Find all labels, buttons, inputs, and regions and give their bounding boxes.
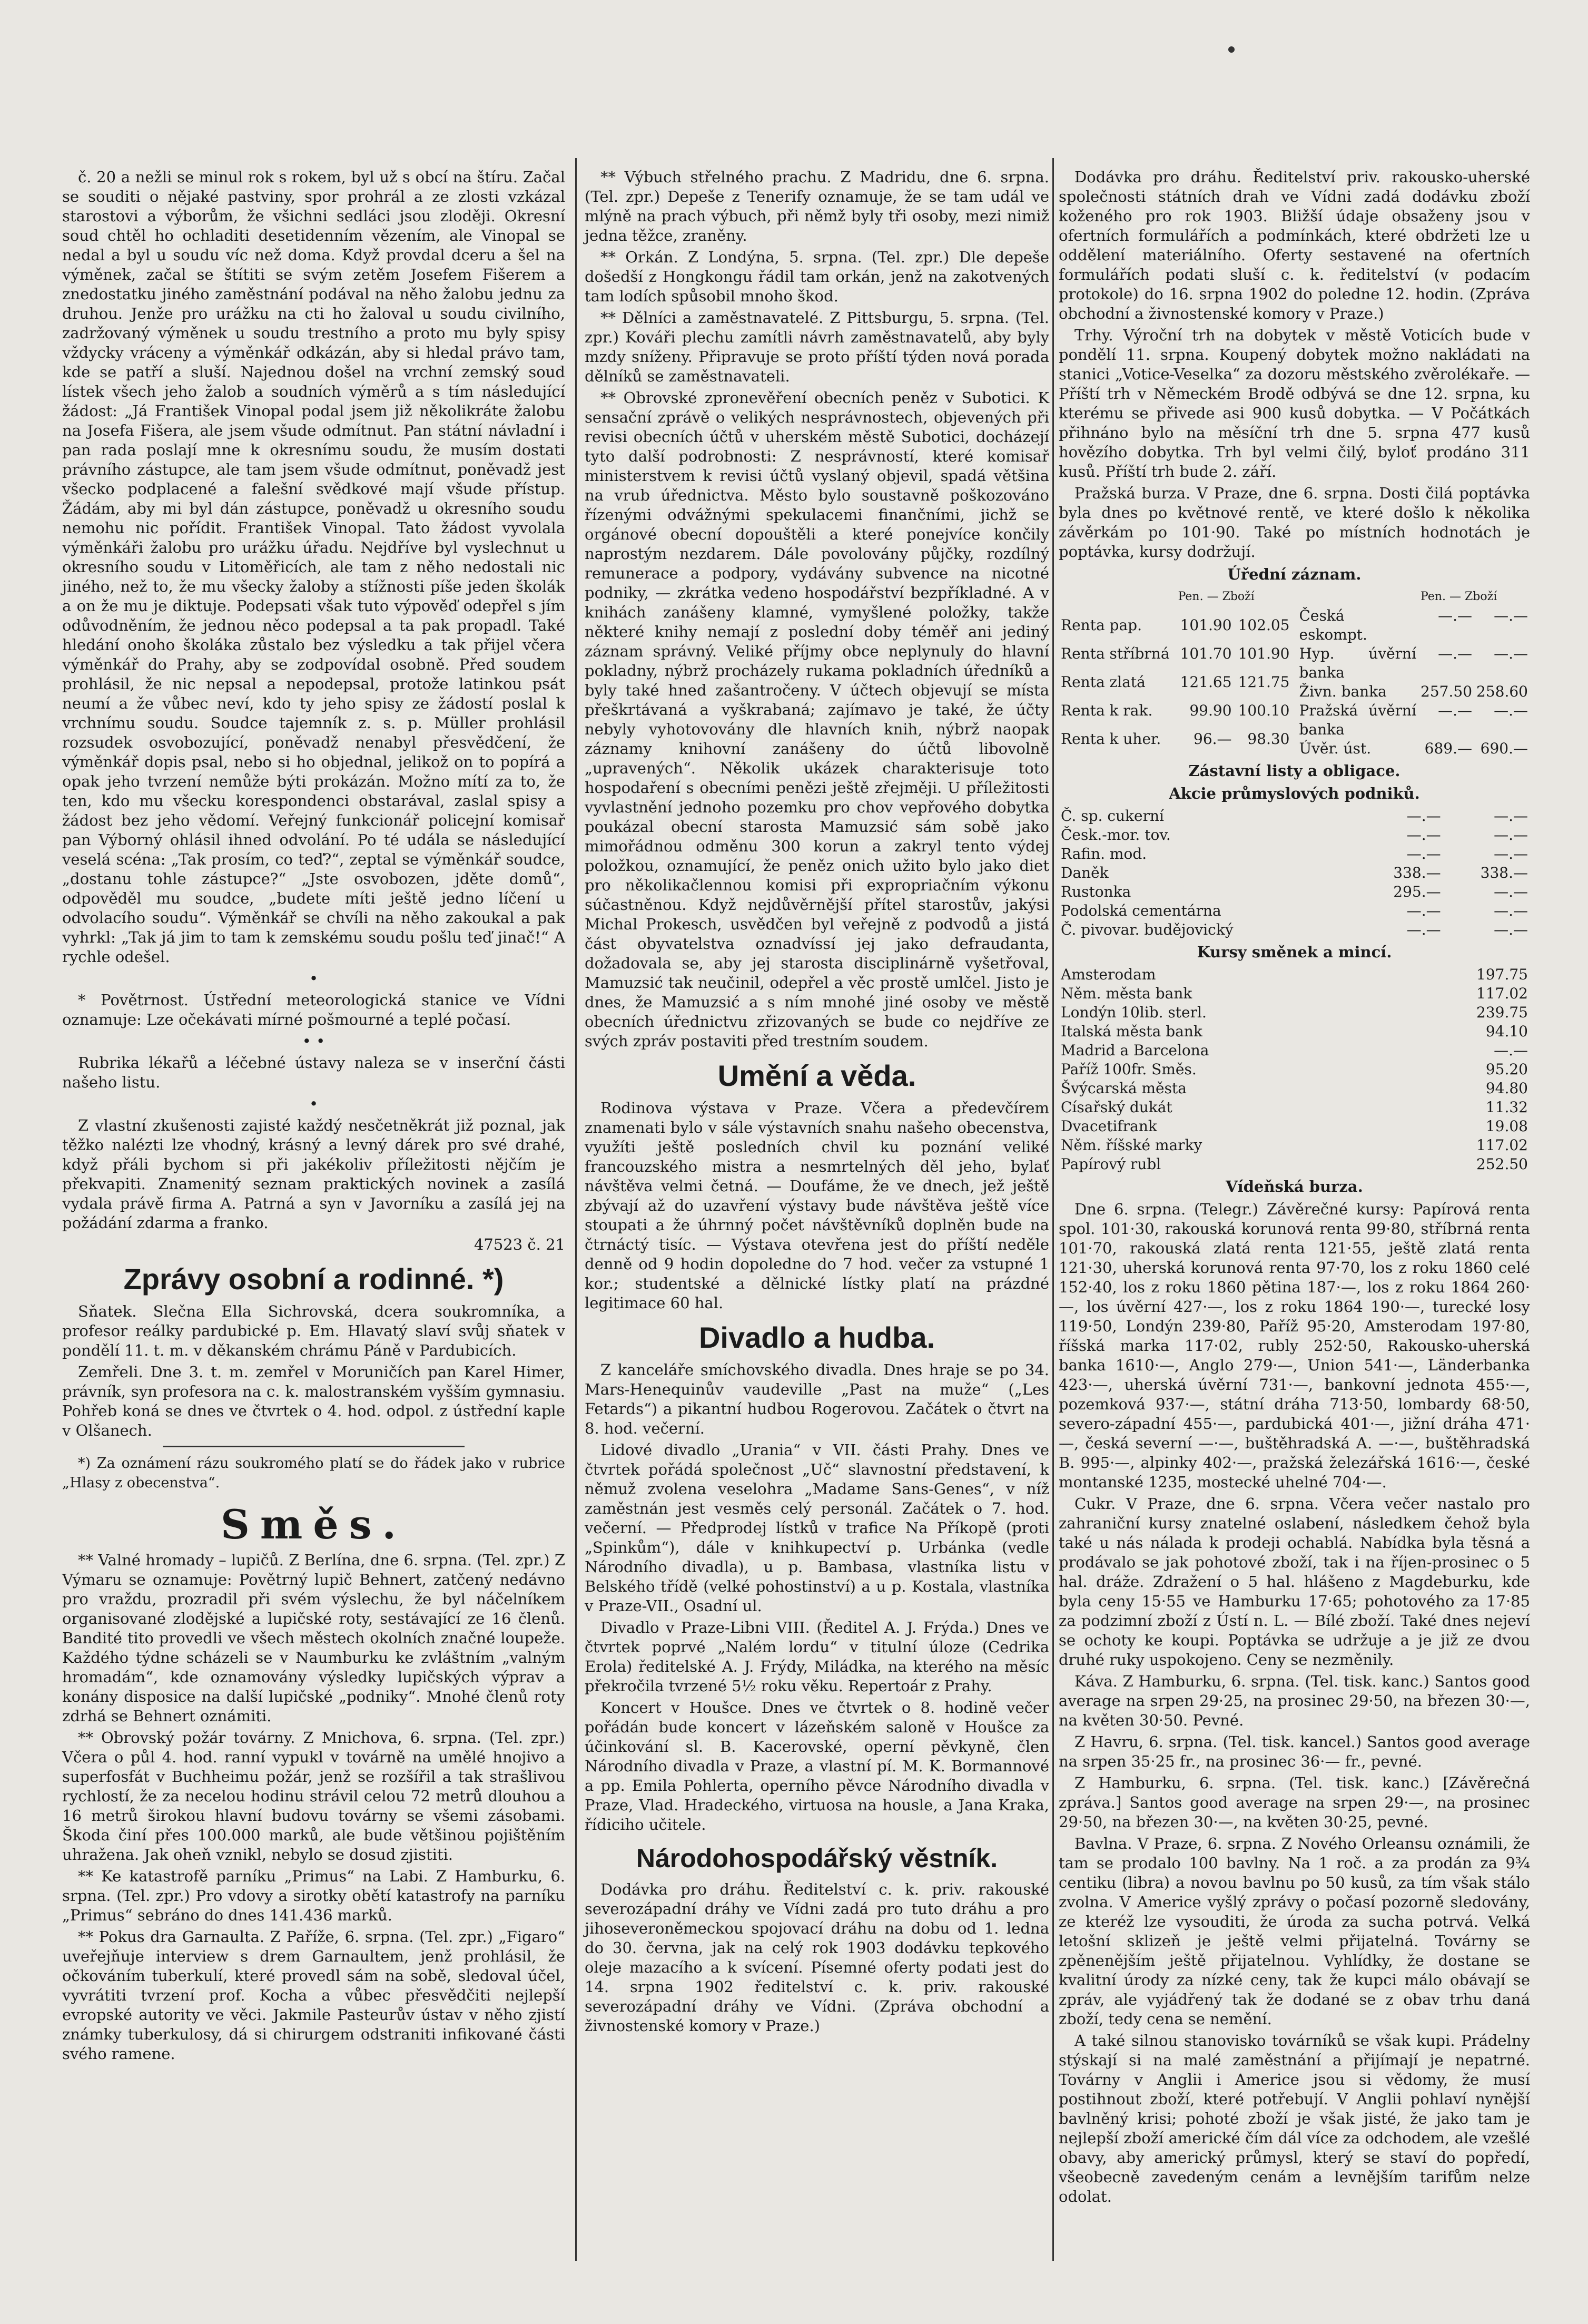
column-rule — [575, 158, 577, 2261]
notice-zkusenost: Z vlastní zkušenosti zajisté každý nesčetněkrát již poznal, jak těžko nalézti lze vhodný, krásný a levný dárek pro své drahé, když přáli bychom si při jakékoliv příležitosti nějčím je překvapiti. Znamenitý seznam praktických novinek a zasílá vydala právě firma A. Patrná a syn v Javorníku a zasílá jej na požádání zdarma a franko. — [62, 1116, 565, 1232]
article-dodavka: Dodávka pro dráhu. Ředitelství c. k. priv. rakouské severozápadní dráhy ve Vídni zadá pro tuto dráhu a pro jihoseveroněmeckou spojovací dráhu na dobu od 1. ledna do 30. června, jak na celý rok 1903 dodávku tepkového oleje mazacího a k svícení. Písemné oferty podati jest do 14. srpna 1902 ředitelství c. k. priv. rakouské severozápadní dráhy ve Vídni. (Zpráva obchodní a živnostenské komory v Praze.) — [585, 1880, 1049, 2035]
row-value: 98.30 — [1247, 730, 1290, 748]
row-value: 121.75 — [1238, 673, 1290, 691]
table-heading-zastavni: Zástavní listy a obligace. — [1188, 762, 1400, 780]
row-label: Dvacetifrank — [1061, 1117, 1157, 1135]
industry-row — [1059, 826, 1530, 845]
industry-row — [1059, 920, 1530, 939]
row-value: 258.60 — [1476, 683, 1528, 700]
row-value: —.— — [1494, 645, 1528, 662]
article-smichov: Z kanceláře smíchovského divadla. Dnes hraje se po 34. Mars-Henequinův vaudeville „Past na muže“ („Les Fetards“) a pikantní hudbou Rogerovou. Začátek o čtvrt na 8. hod. večerní. — [585, 1361, 1049, 1437]
row-label: Italská města bank — [1061, 1023, 1202, 1040]
fx-row — [1059, 1022, 1530, 1041]
section-heading-narodohospodarsky: Národohospodářský věstník. — [636, 1843, 998, 1873]
row-label: Renta k uher. — [1061, 730, 1161, 748]
article-liben: Divadlo v Praze-Libni VIII. (Ředitel A. J. Frýda.) Dnes ve čtvrtek poprvé „Nalém lordu“ v titulní úloze (Cedrika Erola) ředitelské A. J. Frýdy, Miládka, na kterého na měsíc překročila tvrzené 5½ roku věku. Repertoár z Prahy. — [585, 1619, 1049, 1695]
row-label: Renta stříbrná — [1061, 645, 1170, 662]
industry-row — [1059, 845, 1530, 864]
row-value: —.— — [1494, 883, 1528, 900]
row-label: Něm. města bank — [1061, 985, 1192, 1002]
row-label: Renta pap. — [1061, 616, 1142, 634]
article-primus: ** Ke katastrofě parníku „Primus“ na Labi. Z Hamburku, 6. srpna. (Tel. zpr.) Pro vdovy a sirotky obětí katastrofy na parníku „Primus“ sebráno do dnes 141.436 marků. — [62, 1867, 565, 1924]
row-label: Renta k rak. — [1061, 702, 1153, 719]
column-rule — [1052, 158, 1054, 2261]
fx-row — [1059, 984, 1530, 1003]
article-burza: Pražská burza. V Praze, dne 6. srpna. Dosti čilá poptávka byla dnes po květnové rentě, ve které došlo k několika závěrkám po 101·90. Také po místních hodnotách je poptávka, kursy dodržují. — [1059, 484, 1530, 561]
reference-number: 47523 č. 21 — [474, 1235, 565, 1253]
industry-row — [1059, 807, 1530, 826]
heading-videnska-burza: Vídeňská burza. — [1226, 1178, 1363, 1195]
print-dot — [1228, 46, 1235, 53]
article-zemreli: Zemřeli. Dne 3. t. m. zemřel v Moruničích pan Karel Himer, právník, syn profesora na c. k. malostranském vyšším gymnasiu. Pohřeb koná se dnes ve čtvrtek o 4. hod. odpol. z ústřední kaple v Olšanech. — [62, 1363, 565, 1439]
row-value: —.— — [1494, 902, 1528, 919]
rates-block — [1059, 587, 1530, 758]
row-value: 257.50 — [1421, 683, 1473, 700]
row-value: —.— — [1494, 921, 1528, 938]
bank-row — [1297, 644, 1531, 682]
row-value: —.— — [1438, 645, 1473, 662]
industry-row — [1059, 901, 1530, 920]
row-value: 690.— — [1480, 740, 1528, 757]
row-value: 689.— — [1424, 740, 1473, 757]
row-label: Něm. říšské marky — [1061, 1136, 1202, 1154]
row-value: —.— — [1438, 607, 1473, 624]
row-value: 101.90 — [1180, 616, 1232, 634]
article-kava: Káva. Z Hamburku, 6. srpna. (Tel. tisk. kanc.) Santos good average na srpen 29·25, na prosinec 29·50, na březen 30·—, na květen 30·50. Pevné. — [1059, 1672, 1530, 1729]
row-value: —.— — [1438, 702, 1473, 719]
section-heading-smes: Směs. — [221, 1501, 407, 1548]
article-orkan: ** Orkán. Z Londýna, 5. srpna. (Tel. zpr.) Dle depeše došedší z Hongkongu řádil tam orkán, jenž na zakotvených tam lodích spůsobil mnoho škod. — [585, 248, 1049, 305]
banks-table — [1297, 587, 1531, 758]
fx-row — [1059, 1003, 1530, 1022]
rents-table — [1059, 587, 1292, 758]
bank-row — [1297, 739, 1531, 758]
row-value: 101.70 — [1180, 645, 1232, 662]
table-heading-uredni: Úřední záznam. — [1227, 565, 1362, 583]
article-valne: ** Valné hromady – lupičů. Z Berlína, dne 6. srpna. (Tel. zpr.) Z Výmaru se oznamuje: Povětrný lupič Behnert, zatčený nedávno pro vraždu, prozradil při svém výslechu, že byl náčelníkem organisované zlodějské a lupičské roty, sestávající ze 16 členů. Bandité tito provedli ve všech městech okolních značné loupeže. Každého týdne scházeli se v Naumburku ke zvláštním „valným hromadám“, kde oznamovány výsledky lupičských výprav a konány disposice na další lupičské „podniky“. Mnohé členů roty zdrhá se Behnert oznámiti. — [62, 1551, 565, 1725]
row-value: —.— — [1494, 845, 1528, 862]
article-delnici: ** Dělníci a zaměstnavatelé. Z Pittsburgu, 5. srpna. (Tel. zpr.) Kováři plechu zamítli návrh zaměstnavatelů, aby byly mzdy sníženy. Připravuje se proto příští týden nová porada dělníků se zaměstnavateli. — [585, 309, 1049, 385]
bank-row — [1297, 701, 1531, 739]
column-right — [1059, 168, 1530, 2256]
fx-row — [1059, 1060, 1530, 1079]
section-heading-umeni: Umění a věda. — [717, 1059, 916, 1092]
row-label: Česká eskompt. — [1299, 607, 1367, 643]
rent-row — [1059, 730, 1292, 758]
article-bavlna: Bavlna. V Praze, 6. srpna. Z Nového Orleansu oznámili, že tam se prodalo 100 bavlny. Na 1 roč. a za prodán za 9¾ centiku (libra) a novou bavlnu po 50 kusů, za tím však stálo zvolna. V Americe vyšlý zprávy o počasí pozorně sledovány, ze kteréž lze vysouditi, že úroda za sucha potrvá. Velká letošní sklizeň je ještě velmi přijatelná. Továrny se zpěnenějším ještě přijatelnou. Vyhlídky, že dostane se kvalitní úrody za nízké ceny, tak že kupci málo obávají se zpráv, ale vyjádřený tak že dodané se z obav trhu daná zboží, tedy cena se nemění. — [1059, 1835, 1530, 2028]
bank-row — [1297, 606, 1531, 644]
article-cukr: Cukr. V Praze, dne 6. srpna. Včera večer nastalo pro zahraniční kursy znatelné oslabení, následkem čehož byla také u nás nálada k prodeji ochablá. Nabídka byla těsná a prodávalo se jak pohotové zboží, tak i na říjen-prosinec o 5 hal. dráže. Zdražení o 5 hal. hlášeno z Magdeburku, kde byla ceny 15·55 ve Hamburku 17·65; pohotového za 17·85 za podzimní zboží z Ústí n. L. — Bílé zboží. Také dnes nejeví se ochoty ke koupi. Poptávka se udržuje a je již ze dvou druhé ruky uspokojeno. Ceny se nezměnily. — [1059, 1495, 1530, 1669]
row-value: 338.— — [1393, 864, 1441, 881]
industry-row — [1059, 864, 1530, 882]
rent-row — [1059, 701, 1292, 730]
fx-row — [1059, 1155, 1530, 1174]
row-value: 338.— — [1480, 864, 1528, 881]
footnote: *) Za oznámení rázu soukromého platí se do řádek jako v rubrice „Hlasy z obecenstva“. — [62, 1455, 565, 1491]
fx-row — [1059, 965, 1530, 984]
row-value: 94.80 — [1485, 1080, 1528, 1097]
row-value: —.— — [1406, 826, 1441, 844]
article-garnault: ** Pokus dra Garnaulta. Z Paříže, 6. srpna. (Tel. zpr.) „Figaro“ uveřejňuje interview s drem Garnaultem, jenž prohlásil, že očkováním tuberkulí, které provedl sám na sobě, sledoval účel, vyvrátiti tvrzení prof. Kocha a vůbec přesvědčiti nejlepší evropské autority ve věci. Jakmile Pasteurův ústav v něho zjistí známky tuberkulosy, dá si chirurgem odstraniti infikované části svého ramene. — [62, 1928, 565, 2063]
row-value: 95.20 — [1485, 1061, 1528, 1078]
row-label: Rafin. mod. — [1061, 845, 1147, 862]
table-heading-smenky: Kursy směnek a mincí. — [1197, 943, 1392, 961]
row-value: 99.90 — [1189, 702, 1232, 719]
row-value: 102.05 — [1238, 616, 1290, 634]
article-urania: Lidové divadlo „Urania“ v VII. části Prahy. Dnes ve čtvrtek pořádá společnost „Uč“ slavnostní představení, k němuž zvolena veselohra „Madame Sans-Genes“, v níž zaměstnán jest vesměs celý personál. Začátek o 7. hod. večerní. — Předprodej lístků v trafice Na Příkopě (proti „Spinkům“), dále v knihkupectví p. Urbánka (vedle Národního divadla), u p. Bambasa, vlastníka listu v Belského třídě (velké pohostinství) a u p. Kostala, vlastníka v Praze-VII., Osadní ul. — [585, 1441, 1049, 1615]
col-header: Pen. — Zboží — [1178, 590, 1255, 603]
row-value: 94.10 — [1485, 1023, 1528, 1040]
section-heading-divadlo: Divadlo a hudba. — [698, 1321, 935, 1354]
row-value: 117.02 — [1476, 1136, 1528, 1154]
row-label: Papírový rubl — [1061, 1155, 1161, 1173]
industry-row — [1059, 882, 1530, 901]
article-rodin: Rodinova výstava v Praze. Včera a předevčírem znamenati bylo v sále výstavních snahu našeho obecenstva, využíti ještě posledních chvil ku poznání veliké francouzského mistra a nesmrtelných děl jeho, bylať návštěva velmi četná. — Doufáme, že ve dnech, jež ještě zbývají až do uzavření výstavy bude návštěva ještě více stoupati a že úhrnný počet návštěvníků doplněn bude na čtrnáctý tisíc. — Výstava otevřena jest do příští neděle denně od 9 hodin dopoledne do 7 hod. večer za vstupné 1 kor.; studentské a dělnické lístky platí na prázdné legitimace 60 hal. — [585, 1099, 1049, 1312]
table-heading-akcie: Akcie průmyslových podniků. — [1169, 785, 1420, 802]
row-value: 197.75 — [1476, 966, 1528, 983]
row-value: 239.75 — [1476, 1004, 1528, 1021]
row-value: 252.50 — [1476, 1155, 1528, 1173]
row-label: Amsterodam — [1061, 966, 1156, 983]
notice-rubrika: Rubrika lékařů a léčebné ústavy naleza se v inserční části našeho listu. — [62, 1054, 565, 1091]
fx-row — [1059, 1098, 1530, 1117]
rent-row — [1059, 616, 1292, 644]
row-label: Hyp. úvěrní banka — [1299, 645, 1417, 681]
row-value: 96.— — [1194, 730, 1232, 748]
article-vybuch: ** Výbuch střelného prachu. Z Madridu, dne 6. srpna. (Tel. zpr.) Depeše z Tenerify oznamuje, že se tam udál ve mlýně na prach výbuch, při němž byly tři osoby, mezi nimiž jedna těžce, zraněny. — [585, 168, 1049, 244]
row-value: —.— — [1406, 902, 1441, 919]
row-value: 295.— — [1393, 883, 1441, 900]
rent-row — [1059, 673, 1292, 701]
row-value: —.— — [1494, 826, 1528, 844]
row-value: —.— — [1406, 845, 1441, 862]
column-middle — [585, 168, 1049, 2256]
row-label: Pražská úvěrní banka — [1299, 702, 1417, 738]
article-snatek: Sňatek. Slečna Ella Sichrovská, dcera soukromníka, a profesor reálky pardubické p. Em. Hlavatý slaví svůj sňatek v pondělí 11. t. m. v děkanském chrámu Páně v Pardubicích. — [62, 1302, 565, 1359]
separator: • — [309, 969, 319, 987]
row-label: Česk.-mor. tov. — [1061, 826, 1171, 844]
fx-row — [1059, 1041, 1530, 1060]
row-label: Podolská cementárna — [1061, 902, 1221, 919]
bank-row — [1297, 682, 1531, 701]
row-value: 117.02 — [1476, 985, 1528, 1002]
weather-note: * Povětrnost. Ústřední meteorologická stanice ve Vídni oznamuje: Lze očekávati mírné pošmourné a teplé počasí. — [62, 991, 565, 1028]
row-value: —.— — [1406, 807, 1441, 825]
fx-row — [1059, 1079, 1530, 1098]
row-label: Švýcarská města — [1061, 1080, 1187, 1097]
row-label: Č. pivovar. budějovický — [1061, 921, 1234, 938]
row-label: Renta zlatá — [1061, 673, 1146, 691]
row-value: 19.08 — [1485, 1117, 1528, 1135]
row-value: —.— — [1494, 607, 1528, 624]
column-left — [62, 168, 565, 2256]
row-value: —.— — [1406, 921, 1441, 938]
article-pozar: ** Obrovský požár továrny. Z Mnichova, 6. srpna. (Tel. zpr.) Včera o půl 4. hod. ranní vypukl v továrně na umělé hnojivo a superfosfát v Buchheimu požár, jenž se rozšířil a tak strašlivou rychlostí, že za necelou hodinu strávil celou 72 metrů dlouhou a 16 metrů širokou hlavní budovu továrny se všemi zásobami. Škoda činí přes 100.000 marků, ale bude většinou pojištěním uhražena. Jak oheň vznikl, nebylo se dosud zjistiti. — [62, 1729, 565, 1864]
article-dodavka-2: Dodávka pro dráhu. Ředitelství priv. rakousko-uherské společnosti státních drah ve Vídni zadá dodávku zboží koženého pro rok 1903. Bližší údaje obsaženy jsou v ofertních formulářích a podmínkách, které obdržeti lze u oddělení materiálního. Oferty sestavené na ofertních formulářích podati sluší c. k. ředitelství (v podacím protokole) do 16. srpna 1902 do poledne 12. hodin. (Zpráva obchodní a živnostenské komory v Praze.) — [1059, 168, 1530, 322]
fx-row — [1059, 1136, 1530, 1155]
rent-row — [1059, 644, 1292, 673]
row-label: Živn. banka — [1299, 683, 1387, 700]
divider — [163, 1446, 465, 1447]
row-label: Císařský dukát — [1061, 1099, 1172, 1116]
article-vinopal: č. 20 a nežli se minul rok s rokem, byl už s obcí na štíru. Začal se souditi o nějaké pastviny, spor prohrál a ze zlosti vzkázal starostovi a výborům, že všichni sedláci jsou zloději. Okresní soud chtěl ho ochladiti desetidenním vězením, ale Vinopal se nedal a byl u soudu víc než doma. Když provdal dceru a šel na výměnek, začal se štítiti se svým zetěm Josefem Fišerem a znedostatku jiného zaměstnání podával na něho žalobu jednu za druhou. Jenže pro urážku na cti ho žaloval u soudu civilního, zadržovaný výměnek u soudu trestního a proto mu byly spisy vždycky vráceny a výměnkář odkázán, aby si hledal právo tam, kde se patří a sluší. Najednou došel na vrchní zemský soud lístek všech jeho žalob a soudních výměrů a s tím následující žádost: „Já František Vinopal podal jsem již několikráte žalobu na Josefa Fišera, ale jsem všude odmítnut. Pan státní návladní i pan rada poslají mne k okresnímu soudu, že musím dostati právního zástupce, ale tam jsem všude odmítnut, poněvadž jest všecko podplacené a falešní svědkové mají všude přístup. Žádám, aby mi byl dán zástupce, poněvadž u okresního soudu nemohu nic pořídit. František Vinopal. Tato žádost vyvolala výměnkáři žalobu pro urážku úřadu. Nejdříve byl vyslechnut u okresního soudu v Litoměřicích, ale tam z něho nedostali nic jiného, než to, že mu všecky žaloby a stížnosti píše jeden školák a on že mu je diktuje. Podepsati však tuto výpověď odepřel s jím odůvodněním, že jednou něco podepsal a ta pak propadl. Také hledání onoho školáka zůstalo bez výsledku a tak přijel včera výměnkář do Prahy, aby se zodpovídal osobně. Před soudem prohlásil, že nic nepsal a nepodepsal, protože latinkou psát neumí a že vůbec neví, kdo ty jeho spisy ze žádostí poslal k vrchnímu soudu. Soudce tajemník z. s. p. Müller prohlásil rozsudek osvobozující, poněvadž nenabyl přesvědčení, že výměnkář dopis psal, nebo si ho objednal, jelikož on to popírá a opak jeho tvrzení nemůže býti prokázán. Možno mítí za to, že ten, kdo mu všecku korespondenci obstarával, zaslal spisy a žádost bez jeho vědomí. Veřejný funkcionář policejní komisař pan Výborný ohlásil ihned odvolání. Po té udála se následující veselá scéna: „Tak prosím, co teď?“, zeptal se výměnkář soudce, „dostanu tohle zástupce?“ „Jste osvobozen, jděte domů“, odpověděl mu soudce, „budete míti ještě jedno líčení u odvolacího soudu“. Výměnkář se chvíli na něho zakoukal a pak vyhrkl: „Tak já jim to tam k zemskému soudu pošlu teď jinač!“ A rychle odešel. — [62, 168, 565, 966]
row-label: Madrid a Barcelona — [1061, 1042, 1209, 1059]
article-trhy: Trhy. Výroční trh na dobytek v městě Voticích bude v pondělí 11. srpna. Koupený dobytek možno nakládati na stanici „Votice-Veselka“ za dozoru městského zvěrolékaře. — Příští trh v Německém Brodě odbývá se dne 12. srpna, ku kterému se přivede asi 900 kusů dobytka. — V Počátkách přihnáno bylo na měsíční trh dne 5. srpna 477 kusů hovězího dobytka. Trh byl velmi čilý, byloť prodáno 311 kusů. Příští trh bude 2. září. — [1059, 326, 1530, 481]
article-hamburg: Z Hamburku, 6. srpna. (Tel. tisk. kanc.) [Závěrečná zpráva.] Santos good average na srpen 29·—, na prosinec 29·50, na březen 30·—, na květen 30·25, pevné. — [1059, 1774, 1530, 1831]
row-value: 101.90 — [1238, 645, 1290, 662]
row-value: 100.10 — [1238, 702, 1290, 719]
row-label: Daněk — [1061, 864, 1109, 881]
row-value: 11.32 — [1485, 1099, 1528, 1116]
col-header: Pen. — Zboží — [1421, 590, 1497, 603]
separator: • • — [302, 1032, 326, 1050]
separator: • — [309, 1095, 319, 1113]
row-value: —.— — [1494, 702, 1528, 719]
article-havre: Z Havru, 6. srpna. (Tel. tisk. kancel.) Santos good average na srpen 35·25 fr., na prosinec 36·— fr., pevné. — [1059, 1733, 1530, 1770]
row-label: Londýn 10lib. sterl. — [1061, 1004, 1207, 1021]
row-value: 121.65 — [1180, 673, 1232, 691]
article-bavlna-2: A také silnou stanovisko továrníků se však kupi. Prádelny stýskají si na malé zaměstnání a přijímají je nepatrné. Továrny v Anglii i Americe jsou si vědomy, že musí postihnout zboží, které potřebují. V Anglii pohlaví nynější bavlněný krisi; pohoté zboží je však jisté, že jako tam je nejlepší zboží americké čím dál více za odchodem, ale vzešlé obavy, aby americký průmysl, který se staví do popředí, všeobecně zavedeným cenám a levnějším tarifům nelze odolat. — [1059, 2032, 1530, 2205]
fx-table — [1059, 965, 1530, 1174]
row-value: —.— — [1494, 1042, 1528, 1059]
row-value: —.— — [1494, 807, 1528, 825]
section-heading-zpravy: Zprávy osobní a rodinné. *) — [123, 1262, 504, 1296]
article-koncert: Koncert v Houšce. Dnes ve čtvrtek o 8. hodině večer pořádán bude koncert v lázeňském saloně v Houšce za účinkování sl. B. Kacerovské, operní pěvkyně, člen Národního divadla v Praze, a vlastní pí. M. K. Bormannové a pp. Emila Pohlerta, operního pěvce Národního divadla v Praze, Vlad. Hradeckého, virtuosa na housle, a Jana Kraka, řídiciho učitele. — [585, 1699, 1049, 1833]
row-label: Č. sp. cukerní — [1061, 807, 1164, 825]
industry-table — [1059, 807, 1530, 939]
row-label: Paříž 100fr. Směs. — [1061, 1061, 1197, 1078]
row-label: Úvěr. úst. — [1299, 740, 1372, 757]
article-vienna: Dne 6. srpna. (Telegr.) Závěrečné kursy: Papírová renta spol. 101·30, rakouská korunová renta 99·80, stříbrná renta 101·70, rakouská zlatá renta 121·55, ještě zlatá renta 121·30, uherská korunová renta 97·70, los z roku 1860 celé 152·40, los z roku 1860 pětina 187·—, los z roku 1864 260·—, los úvěrní 427·—, los z roku 1864 190·—, turecké losy 119·50, Londýn 239·80, Paříž 95·20, Amsterodam 197·80, říšská marka 117·02, rubly 252·50, Rakousko-uherská banka 1610·—, Anglo 279·—, Union 541·—, Länderbanka 423·—, uherská úvěrní 731·—, bankovní jednota 455·—, pozemková 937·—, státní dráha 713·50, lombardy 68·50, severo-západní 455·—, pardubická 401·—, jižní dráha 471·—, česká severní —·—, buštěhradská A. —·—, buštěhradská B. 995·—, alpinky 402·—, pražská železářská 1616·—, české montanské 1235, mostecké uhelné 704·—. — [1059, 1200, 1530, 1491]
row-label: Rustonka — [1061, 883, 1131, 900]
fx-row — [1059, 1117, 1530, 1136]
article-zpronevereni: ** Obrovské zpronevěření obecních peněz v Subotici. K sensační zprávě o velikých nesprávnostech, objevených při revisi obecních účtů v uherském městě Subotici, docházejí tyto další podrobnosti: Z nesprávností, které komisař ministerstvem k revisi účtů vyslaný objevil, spadá většina na vrub úřednictva. Město bylo soustavně poškozováno řízenými odvážnými spekulacemi finančními, jichž se orgánové obecní dopouštěli a které ponejvíce končily naprostým nezdarem. Dále povolovány půjčky, rozdílný remunerace a podpory, vydávány subvence na nicotné podniky, — zkrátka vedeno hospodářství bezpříkladné. A v knihách zanášeny klamné, vymyšlené položky, takže některé knihy nemají z poslední doby téměř ani jediný záznam správný. Veliké příjmy obce neplynuly do hlavní pokladny, nýbrž procházely rukama pokladních úředníků a byly také hned zašantročeny. V účtech objevují se místa přeškrtávaná a vyškrabaná; zajímavo je také, že účty nebyly vyhotovovány dle hlavních knih, nýbrž naopak záznamy knihovní zanášeny do účtů libovolně „upravených“. Několik ukázek charakterisuje toto hospodaření s obecními penězi ještě zřejměji. U příležitosti vyvlastnění jednoho pozemku pro chov vepřového dobytka poukázal obecní starosta Mamuzsić sám sobě jako mimořádnou odměnu 300 korun a zakryl tento výdej položkou, oznamující, že peněz onich užito bylo jako diet pro několikačlennou komisi při expropriačním výkonu súčastněnou. Když nejdůvěrnější přítel starostův, jakýsi Michal Prokesch, usvědčen byl veřejně z podvodů a jistá část obyvatelstva oznadvíssí jej jako defraudanta, dožadovala se, aby jej starosta disciplinárně vyšetřoval, Mamuzsić tak neučinil, odepřel a věc prostě umlčel. Jisto je dnes, že Mamuzsić a s ním mnohé jiné osoby ve městě obecních úřednictvu zřizovaných se bude co nejdříve ze svých zpráv postaviti před trestním soudem. — [585, 389, 1049, 1050]
